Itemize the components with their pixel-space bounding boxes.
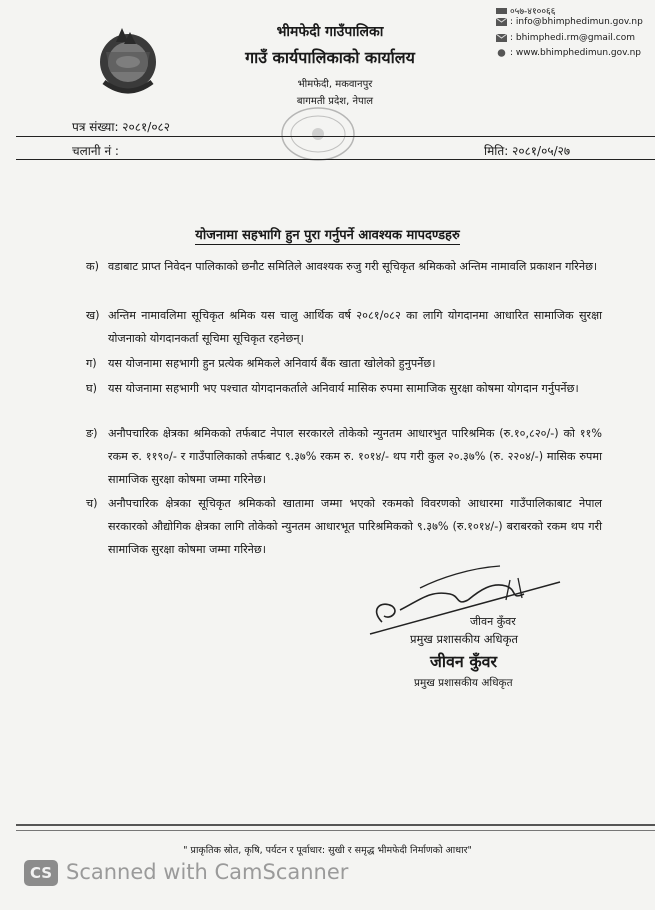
criteria-item [86, 492, 602, 561]
item-marker: घ) [86, 382, 97, 395]
divider [16, 136, 655, 137]
office-name: गाउँ कार्यपालिकाको कार्यालय [245, 48, 415, 67]
emblem-logo [92, 22, 164, 100]
criteria-item [86, 352, 602, 375]
criteria-item [86, 377, 602, 400]
item-marker: क) [86, 260, 99, 273]
contact-email [496, 17, 643, 27]
camscanner-logo-icon: CS [24, 860, 58, 886]
gmail-value: : bhimphedi.rm@gmail.com [510, 33, 635, 43]
email-value: : info@bhimphedimun.gov.np [510, 17, 643, 27]
phone-icon [496, 7, 507, 15]
document-title [0, 225, 655, 243]
item-text: वडाबाट प्राप्त निवेदन पालिकाको छनौट समितिले आवश्यक रुजु गरी सूचिकृत श्रमिकको अन्तिम नामावलि प्रकाशन गरिनेछ। [108, 260, 598, 273]
item-text: अनौपचारिक क्षेत्रका श्रमिकको तर्फबाट नेपाल सरकारले तोकेको न्युनतम आधारभुत पारिश्रमिक (रु.१०,८२०/-) को ११% रकम रु. ११९०/- र गाउँपालिकाको तर्फबाट ९.३७% रकम रु. १०१४/- थप गरी कुल २०.३७% (रु. २२०४/-) मासिक रुपमा सामाजिक सुरक्षा कोषमा जम्मा गरिनेछ। [108, 427, 602, 486]
footer-divider [16, 824, 655, 826]
signer-name: जीवन कुँवर [470, 615, 516, 628]
mail-icon [496, 34, 507, 42]
item-marker: ङ) [86, 427, 98, 440]
stamp-signer-title: प्रमुख प्रशासकीय अधिकृत [414, 677, 513, 689]
item-text: अन्तिम नामावलिमा सूचिकृत श्रमिक यस चालु आर्थिक वर्ष २०८१/०८२ का लागि योगदानमा आधारित सामाजिक सुरक्षा योजनाको योगदानकर्ता सूचिमा सूचिकृत रहनेछन्। [108, 309, 602, 345]
contact-phone [496, 4, 555, 17]
footer-divider [16, 830, 655, 831]
criteria-item [86, 255, 602, 278]
signer-title: प्रमुख प्रशासकीय अधिकृत [410, 632, 518, 646]
item-text: यस योजनामा सहभागी हुन प्रत्येक श्रमिकले अनिवार्य बैंक खाता खोलेको हुनुपर्नेछ। [108, 357, 436, 370]
contact-gmail [496, 33, 635, 43]
office-stamp [278, 104, 358, 164]
footer-motto: " प्राकृतिक स्रोत, कृषि, पर्यटन र पूर्वाधार: सुखी र समृद्ध भीमफेदी निर्माणको आधार" [183, 845, 472, 856]
item-marker: ग) [86, 357, 97, 370]
phone-value: ०५७-४१००६६ [510, 7, 556, 17]
website-value: : www.bhimphedimun.gov.np [510, 48, 642, 58]
stamp-signer-name: जीवन कुँवर [430, 652, 498, 671]
letter-date: मिति: २०८१/०५/२७ [484, 144, 571, 158]
contact-website [496, 48, 641, 58]
item-marker: च) [86, 497, 98, 510]
item-marker: ख) [86, 309, 100, 322]
org-name: भीमफेदी गाउँपालिका [276, 24, 384, 40]
reference-number: पत्र संख्या: २०८१/०८२ [72, 120, 171, 134]
criteria-item [86, 422, 602, 491]
divider [16, 159, 655, 160]
scanner-watermark: Scanned with CamScanner [66, 860, 349, 884]
address-line-1: भीमफेदी, मकवानपुर [297, 79, 373, 90]
address-line-2: बागमती प्रदेश, नेपाल [296, 96, 374, 107]
globe-icon [496, 49, 507, 57]
handwritten-signature [360, 560, 570, 640]
dispatch-number: चलानी नं : [72, 144, 119, 158]
item-text: अनौपचारिक क्षेत्रका सूचिकृत श्रमिकको खातामा जम्मा भएको रकमको विवरणको आधारमा गाउँपालिकाबाट नेपाल सरकारको औद्योगिक क्षेत्रका लागि तोकेको न्युनतम आधारभूत पारिश्रमिकको ९.३७% (रु.१०१४/-) बराबरको रकम थप गरी सामाजिक सुरक्षा कोषमा जम्मा गरिनेछ। [108, 497, 602, 556]
item-text: यस योजनामा सहभागी भए पश्चात योगदानकर्ताले अनिवार्य मासिक रुपमा सामाजिक सुरक्षा कोषमा योगदान गर्नुपर्नेछ। [108, 382, 579, 395]
document-title-text: योजनामा सहभागि हुन पुरा गर्नुपर्ने आवश्यक मापदण्डहरु [195, 228, 460, 243]
mail-icon [496, 18, 507, 26]
criteria-item [86, 304, 602, 350]
